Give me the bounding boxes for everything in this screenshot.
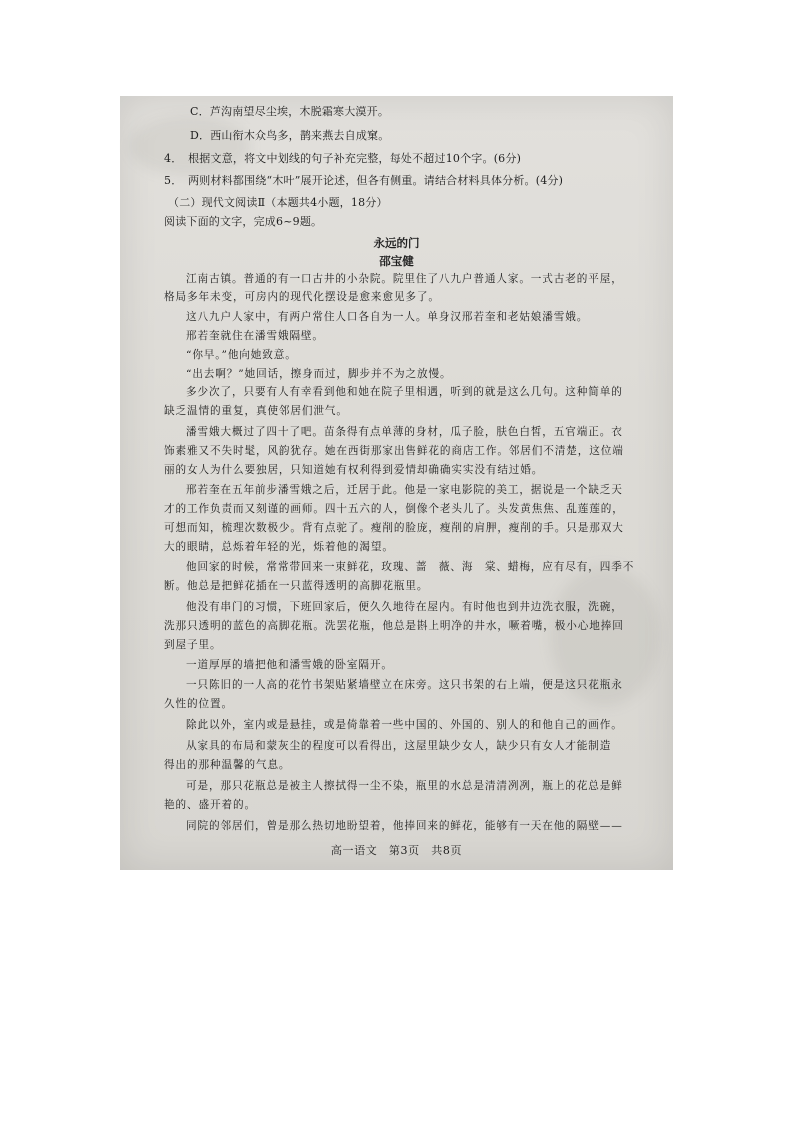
article-line: 艳的、盛开着的。 [164,799,256,811]
question-5: 5． 两则材料都围绕“木叶”展开论述，但各有侧重。请结合材料具体分析。(4分) [164,174,564,187]
article-line: 饰素雅又不失时髦，风韵犹存。她在西街那家出售鲜花的商店工作。邻居们不清楚，这位端 [164,445,624,457]
section-instruction: 阅读下面的文字，完成6~9题。 [164,215,323,228]
article-line: 断。他总是把鲜花插在一只蓝得透明的高脚花瓶里。 [164,580,429,592]
article-line: “出去啊？”她回话，擦身而过，脚步并不为之放慢。 [186,368,452,380]
section-heading: （二）现代文阅读Ⅱ（本题共4小题，18分） [168,196,388,209]
article-line: 多少次了，只要有人有幸看到他和她在院子里相遇，听到的就是这么几句。这种简单的 [186,386,623,398]
article-line: 大的眼睛，总烁着年轻的光，烁着他的渴望。 [164,541,394,553]
article-line: 他没有串门的习惯，下班回家后，便久久地待在屋内。有时他也到井边洗衣服，洗碗， [186,601,623,613]
article-line: 丽的女人为什么要独居，只知道她有权利得到爱情却确确实实没有结过婚。 [164,464,544,476]
article-line: 江南古镇。普通的有一口古井的小杂院。院里住了八九户普通人家。一式古老的平屋， [186,273,623,285]
article-line: 除此以外，室内或是悬挂，或是倚靠着一些中国的、外国的、别人的和他自己的画作。 [186,719,623,731]
article-line: 邢若奎就住在潘雪娥隔壁。 [186,330,324,342]
article-line: 从家具的布局和蒙灰尘的程度可以看得出，这屋里缺少女人，缺少只有女人才能制造 [186,740,612,752]
page-footer: 高一语文 第3页 共8页 [330,844,463,857]
question-4: 4． 根据文意，将文中划线的句子补充完整，每处不超过10个字。(6分) [164,152,522,165]
article-line: 得出的那种温馨的气息。 [164,759,291,771]
option-d: D．西山衔木众鸟多，鹊来燕去自成窠。 [190,129,390,142]
article-line: 可是，那只花瓶总是被主人擦拭得一尘不染，瓶里的水总是清清冽冽，瓶上的花总是鲜 [186,780,623,792]
article-line: 这八九户人家中，有两户常住人口各自为一人。单身汉邢若奎和老姑娘潘雪娥。 [186,311,589,323]
article-line: 格局多年未变，可房内的现代化摆设是愈来愈见多了。 [164,291,440,303]
option-c: C．芦沟南望尽尘埃，木脱霜寒大漠开。 [190,105,390,118]
article-line: 洗那只透明的蓝色的高脚花瓶。洗罢花瓶，他总是斟上明净的井水，噘着嘴，极小心地捧回 [164,620,624,632]
article-line: 缺乏温情的重复，真使邻居们泄气。 [164,405,348,417]
scan-shadow [130,116,250,176]
article-line: 同院的邻居们，曾是那么热切地盼望着，他捧回来的鲜花，能够有一天在他的隔壁—— [186,820,623,832]
article-line: 可想而知，梳理次数极少。背有点驼了。瘦削的脸庞，瘦削的肩胛，瘦削的手。只是那双大 [164,522,624,534]
article-author: 邵宝健 [379,254,414,268]
article-line: 一只陈旧的一人高的花竹书架贴紧墙壁立在床旁。这只书架的右上端，便是这只花瓶永 [186,679,623,691]
article-line: 到屋子里。 [164,639,222,651]
article-line: “你早。”他向她致意。 [186,349,297,361]
article-line: 才的工作负责而又刻谨的画师。四十五六的人，倒像个老头儿了。头发黄焦焦、乱莲莲的， [164,503,624,515]
article-line: 他回家的时候，常常带回来一束鲜花，玫瑰、蔷 薇、海 棠、蜡梅，应有尽有，四季不 [186,561,635,573]
scanned-exam-page [120,96,673,870]
article-title: 永远的门 [373,236,420,250]
article-line: 潘雪娥大概过了四十了吧。苗条得有点单薄的身材，瓜子脸，肤色白皙，五官端正。衣 [186,426,623,438]
article-line: 一道厚厚的墙把他和潘雪娥的卧室隔开。 [186,659,393,671]
article-line: 久性的位置。 [164,698,233,710]
article-line: 邢若奎在五年前步潘雪娥之后，迁居于此。他是一家电影院的美工，据说是一个缺乏天 [186,484,623,496]
